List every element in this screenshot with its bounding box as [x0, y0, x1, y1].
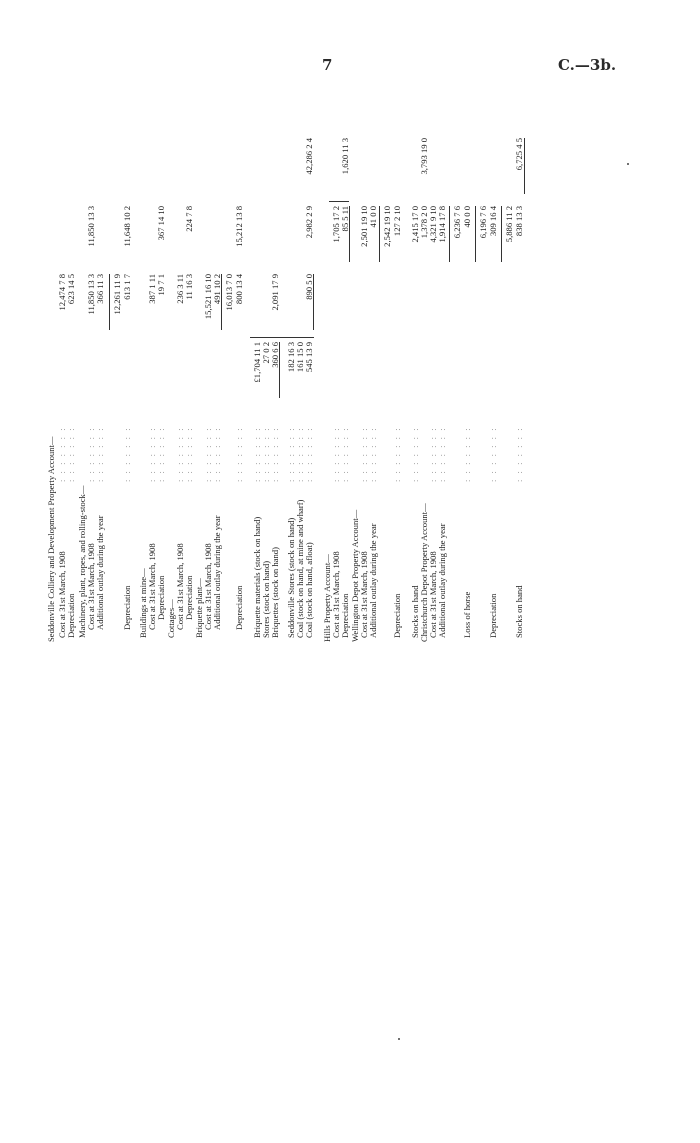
- ledger-row-label: Briquette materials (stock on hand): [252, 516, 262, 638]
- amount-c3: 127 2 10: [392, 206, 402, 237]
- amount-c2: 366 11 3: [95, 274, 105, 304]
- ledger-row-label: Depreciation: [184, 575, 194, 620]
- amount-c3: 41 0 0: [368, 206, 378, 228]
- amount-c2: 387 1 11: [147, 274, 157, 304]
- ledger-row-label: Additional outlay during the year: [368, 523, 378, 638]
- amount-c3: 2,542 19 10: [382, 206, 392, 247]
- ledger-row: [462, 82, 473, 642]
- ledger-row-label: Cost at 31st March, 1908: [428, 551, 438, 638]
- ledger-row-label: Stores (stock on hand): [261, 560, 271, 638]
- sum-rule: [501, 206, 502, 262]
- dot-leader: : : : : : : :: [368, 426, 378, 482]
- dot-leader: : : : : : : :: [261, 426, 271, 482]
- amount-c3: 15,212 13 8: [234, 206, 244, 247]
- sum-rule: [221, 274, 222, 330]
- amount-c3: 1,914 17 8: [437, 206, 447, 243]
- ledger-row-label: Coal (stock on hand, afloat): [304, 542, 314, 638]
- amount-c2: 613 1 7: [122, 274, 132, 300]
- ledger-row: [392, 82, 403, 642]
- amount-c3: 838 13 3: [514, 206, 524, 237]
- dot-leader: : : : : : : :: [304, 426, 314, 482]
- amount-c1: 161 15 0: [295, 342, 305, 373]
- amount-c1: 182 16 3: [286, 342, 296, 373]
- amount-c4: 1,620 11 3: [340, 138, 350, 175]
- page-speck: [398, 1038, 400, 1040]
- dot-leader: : : : : : : :: [175, 426, 185, 482]
- dot-leader: : : : : : : :: [234, 426, 244, 482]
- sum-rule: [279, 342, 280, 398]
- ledger-row-label: Cost at 31st March, 1908: [147, 543, 157, 630]
- page-number: 7: [322, 56, 333, 74]
- amount-c1: 360 6 6: [270, 342, 280, 368]
- ledger-row-label: Additional outlay during the year: [95, 515, 105, 630]
- amount-c3: 5,886 11 2: [504, 206, 514, 243]
- ledger-row: [488, 82, 499, 642]
- ledger-row-label: Cost at 31st March, 1908: [57, 551, 67, 638]
- ledger-row-label: Briquettes (stock on hand): [270, 547, 280, 638]
- amount-c4: 42,286 2 4: [304, 138, 314, 175]
- ledger-row-label: Depreciation: [340, 593, 350, 638]
- amount-c4: 3,793 19 0: [419, 138, 429, 175]
- ledger-row: [122, 82, 133, 642]
- ledger-row-label: Christchurch Depot Property Account—: [419, 503, 429, 642]
- sum-rule: [313, 274, 314, 330]
- ledger-row-label: Additional outlay during the year: [437, 523, 447, 638]
- dot-leader: : : : : : : :: [286, 426, 296, 482]
- dot-leader: : : : : : : :: [147, 426, 157, 482]
- dot-leader: : : : : : : :: [203, 426, 213, 482]
- ledger-row-label: Depreciation: [488, 593, 498, 638]
- dot-leader: : : : : : : :: [295, 426, 305, 482]
- dot-leader: : : : : : : :: [252, 426, 262, 482]
- ledger-row-label: Briquette plant—: [194, 578, 204, 638]
- ledger-row-label: Coal (stock on hand, at mine and wharf): [295, 499, 305, 638]
- amount-c2: 12,261 11 9: [112, 274, 122, 315]
- dot-leader: : : : : : : :: [184, 426, 194, 482]
- ledger-row-label: Depreciation: [234, 585, 244, 630]
- dot-leader: : : : : : : :: [66, 426, 76, 482]
- dot-leader: : : : : : : :: [514, 426, 524, 482]
- sum-rule: [109, 274, 110, 330]
- amount-c2: 16,013 7 0: [224, 274, 234, 311]
- amount-c3: 11,648 10 2: [122, 206, 132, 247]
- ledger-row: [234, 82, 245, 642]
- amount-c3: 224 7 8: [184, 206, 194, 232]
- amount-c3: 1,705 17 2: [331, 206, 341, 243]
- amount-c2: 890 5 0: [304, 274, 314, 300]
- sum-rule: [524, 138, 525, 194]
- amount-c3: 309 16 4: [488, 206, 498, 237]
- ledger-row-label: Cost at 31st March, 1908: [175, 543, 185, 630]
- ledger-row: [46, 82, 57, 642]
- amount-c3: 2,982 2 9: [304, 206, 314, 239]
- ledger-row-label: Cost at 31st March, 1908: [359, 551, 369, 638]
- ledger-row-label: Cost at 31st March, 1908: [86, 543, 96, 630]
- amount-c2: 2,091 17 9: [270, 274, 280, 311]
- amount-c3: 4,321 9 10: [428, 206, 438, 243]
- amount-c3: 2,501 19 10: [359, 206, 369, 247]
- dot-leader: : : : : : : :: [331, 426, 341, 482]
- ledger-row: [66, 82, 77, 642]
- ledger-row: [368, 82, 379, 642]
- amount-c3: 11,850 13 3: [86, 206, 96, 247]
- amount-c3: 6,196 7 6: [478, 206, 488, 239]
- ledger-row-label: Hills Property Account—: [322, 554, 332, 642]
- ledger-row-label: Cost at 31st March, 1908: [203, 543, 213, 630]
- amount-c1: 27 0 2: [261, 342, 271, 364]
- ledger-row-label: Depreciation: [66, 593, 76, 638]
- amount-c2: 11 16 3: [184, 274, 194, 300]
- ledger-row: [95, 82, 106, 642]
- dot-leader: : : : : : : :: [212, 426, 222, 482]
- amount-c2: 11,850 13 3: [86, 274, 96, 315]
- ledger-row-label: Seddonville Stores (stock on hand): [286, 517, 296, 638]
- ledger-row-label: Cost at 31st March, 1908: [331, 551, 341, 638]
- amount-c2: 491 10 2: [212, 274, 222, 305]
- sum-rule: [379, 206, 380, 262]
- amount-c1: £1,704 11 1: [252, 342, 262, 383]
- ledger-row-label: Loss of horse: [462, 591, 472, 638]
- sum-rule: [449, 206, 450, 262]
- amount-c3: 40 0 0: [462, 206, 472, 228]
- ledger-row-label: Machinery, plant, ropes, and rolling-stock—: [77, 485, 87, 638]
- dot-leader: : : : : : : :: [462, 426, 472, 482]
- dot-leader: : : : : : : :: [122, 426, 132, 482]
- amount-c2: 19 7 1: [156, 274, 166, 296]
- sum-rule: [349, 206, 350, 262]
- ledger-row: [437, 82, 448, 642]
- dot-leader: : : : : : : :: [392, 426, 402, 482]
- dot-leader: : : : : : : :: [488, 426, 498, 482]
- amount-c2: 15,521 16 10: [203, 274, 213, 320]
- ledger-row-label: Additional outlay during the year: [212, 515, 222, 630]
- dot-leader: : : : : : : :: [156, 426, 166, 482]
- amount-c2: 623 14 5: [66, 274, 76, 305]
- ledger-row-label: Stocks on hand: [514, 585, 524, 638]
- amount-c3: 6,236 7 6: [452, 206, 462, 239]
- amount-c1: 545 13 9: [304, 342, 314, 373]
- amount-c3: 367 14 10: [156, 206, 166, 241]
- amount-c2: 236 3 11: [175, 274, 185, 304]
- ledger-row-label: Depreciation: [122, 585, 132, 630]
- amount-c3: 85 5 11: [340, 206, 350, 232]
- ledger-row-label: Buildings at mine—: [138, 568, 148, 638]
- balance-sheet-ledger: [46, 82, 594, 642]
- amount-c2: 800 13 4: [234, 274, 244, 305]
- page-speck: [627, 163, 629, 165]
- amount-c2: 12,474 7 8: [57, 274, 67, 311]
- ledger-row-label: Stocks on hand: [410, 585, 420, 638]
- dot-leader: : : : : : : :: [359, 426, 369, 482]
- ledger-row-label: Depreciation: [392, 593, 402, 638]
- dot-leader: : : : : : : :: [86, 426, 96, 482]
- dot-leader: : : : : : : :: [95, 426, 105, 482]
- amount-c4: 6,725 4 5: [514, 138, 524, 171]
- dot-leader: : : : : : : :: [57, 426, 67, 482]
- ledger-row-label: Wellington Depot Property Account—: [350, 509, 360, 642]
- amount-c3: 1,378 2 0: [419, 206, 429, 239]
- ledger-row-label: Depreciation: [156, 575, 166, 620]
- ledger-row-label: Cottages—: [166, 599, 176, 638]
- bracket-line: [329, 201, 349, 202]
- bracket-line: [250, 337, 314, 338]
- amount-c3: 2,415 17 0: [410, 206, 420, 243]
- dot-leader: : : : : : : :: [270, 426, 280, 482]
- document-reference: C.—3b.: [558, 56, 617, 74]
- ledger-row-label: Seddonville Colliery and Development Property Account—: [46, 436, 56, 642]
- ledger-row: [212, 82, 223, 642]
- dot-leader: : : : : : : :: [340, 426, 350, 482]
- dot-leader: : : : : : : :: [410, 426, 420, 482]
- dot-leader: : : : : : : :: [428, 426, 438, 482]
- sum-rule: [475, 206, 476, 262]
- dot-leader: : : : : : : :: [437, 426, 447, 482]
- ledger-row: [304, 82, 315, 642]
